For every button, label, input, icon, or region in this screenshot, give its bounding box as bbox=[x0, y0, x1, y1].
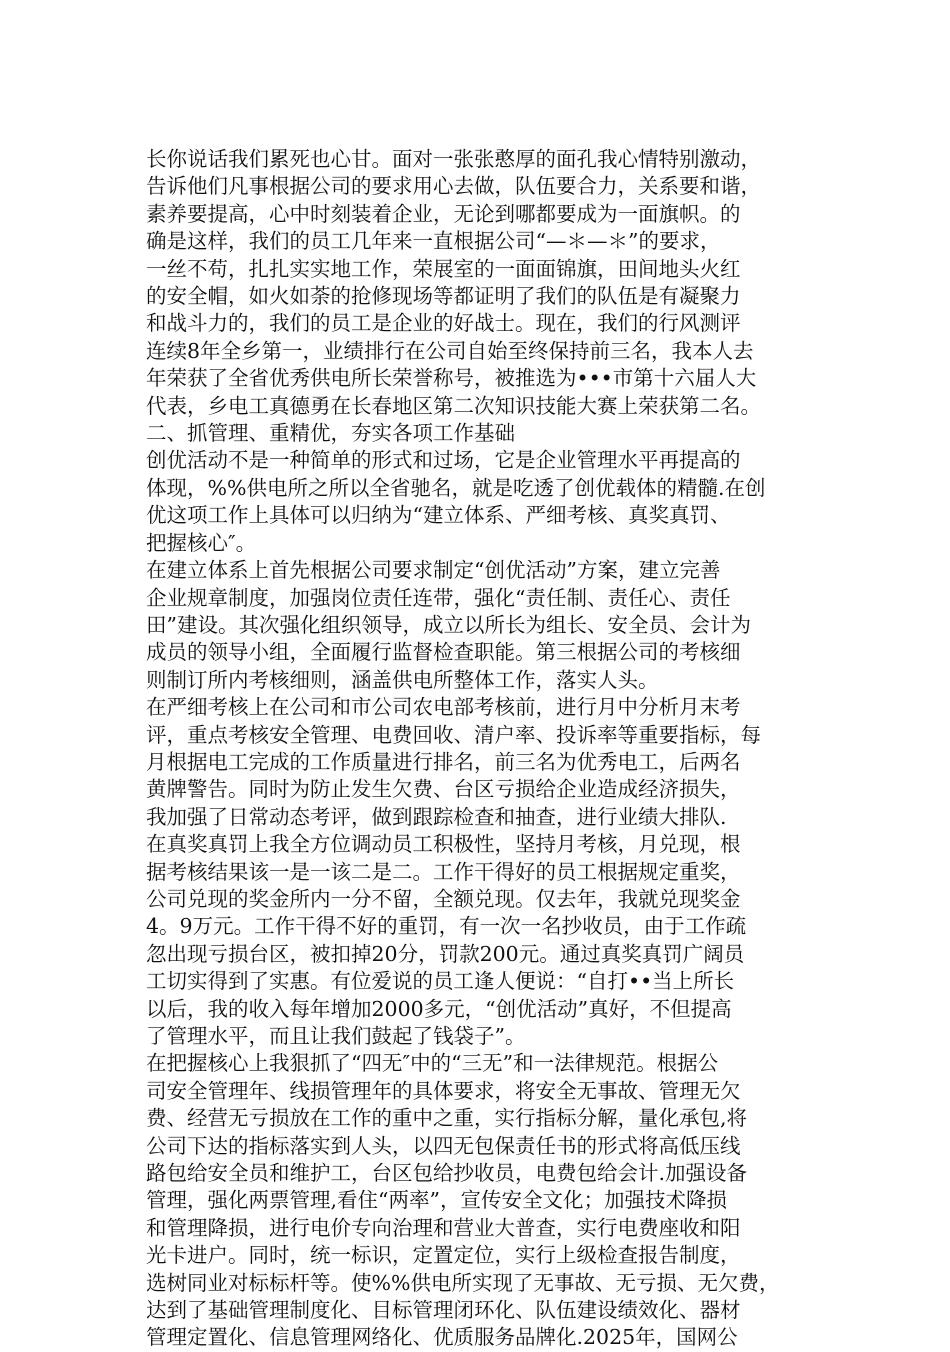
paragraph-core: 在把握核心上我狠抓了“四无″中的“三无”和一法律规范。根据公 司安全管理年、线损管理年的具体要求，将安全无事故、管理无欠 费、经营无亏损放在工作的重中之重，实行指标分解，量化承包,将 公司下达的指标落实到人头，以四无包保责任书的形式将高低压线 路包给安全员和维护工，台区包给抄收员，电费包给会计.加强设备 管理，强化两票管理,看住“两率”，宣传安全文化；加强技术降损 和管理降损，进行电价专向治理和营业大普查，实行电费座收和阳 光卡进户。同时，统一标识，定置定位，实行上级检查报告制度， 选树同业对标标杆等。使%%供电所实现了无事故、无亏损、无欠费， 达到了基础管理制度化、目标管理闭环化、队伍建设绩效化、器材 管理定置化、信息管理网络化、优质服务品牌化.2025年，国网公 bbox=[146, 1051, 780, 1350]
document-body bbox=[146, 146, 821, 1352]
section-heading: 二、抓管理、重精优，夯实各项工作基础 bbox=[146, 421, 515, 446]
paragraph-overview: 创优活动不是一种简单的形式和过场，它是企业管理水平再提高的 体现，%%供电所之所以全省驰名，就是吃透了创优载体的精髓.在创 优这项工作上具体可以归纳为“建立体系、严细考核、真奖真罚、 把握核心″。 bbox=[146, 448, 766, 555]
paragraph-rewards: 在真奖真罚上我全方位调动员工积极性，坚持月考核，月兑现，根 据考核结果该一是一该二是二。工作干得好的员工根据规定重奖， 公司兑现的奖金所内一分不留，全额兑现。仅去年，我就兑现奖金 4。9万元。工作干得不好的重罚，有一次一名抄收员，由于工作疏 忽出现亏损台区，被扣掉20分，罚款200元。通过真奖真罚广阔员 工切实得到了实惠。有位爱说的员工逢人便说：“自打••当上所长 以后，我的收入每年增加2000多元，“创优活动”真好，不但提高 了管理水平，而且让我们鼓起了钱袋子”。 bbox=[146, 832, 747, 1048]
paragraph-intro: 长你说话我们累死也心甘。面对一张张憨厚的面孔我心情特别激动， 告诉他们凡事根据公司的要求用心去做，队伍要合力，关系要和谐， 素养要提高，心中时刻装着企业，无论到哪都要成为一面旗帜。的 确是这样，我们的员工几年来一直根据公司“—＊—＊”的要求， 一丝不苟，扎扎实实地工作，荣展室的一面面锦旗，田间地头火红 的安全帽，如火如荼的抢修现场等都证明了我们的队伍是有凝聚力 和战斗力的，我们的员工是企业的好战士。现在，我们的行风测评 连续8年全乡第一，业绩排行在公司自始至终保持前三名，我本人去 年荣获了全省优秀供电所长荣誉称号，被推选为•••市第十六届人大 代表，乡电工真德勇在长春地区第二次知识技能大赛上荣获第二名。 bbox=[146, 147, 761, 418]
paragraph-system: 在建立体系上首先根据公司要求制定“创优活动”方案，建立完善 企业规章制度，加强岗位责任连带，强化“责任制、责任心、责任 田”建设。其次强化组织领导，成立以所长为组长、安全员、会计为 成员的领导小组，全面履行监督检查职能。第三根据公司的考核细 则制订所内考核细则，涵盖供电所整体工作，落实人头。 bbox=[146, 558, 751, 692]
paragraph-assessment: 在严细考核上在公司和市公司农电部考核前，进行月中分析月末考 评，重点考核安全管理、电费回收、清户率、投诉率等重要指标，每 月根据电工完成的工作质量进行排名，前三名为优秀电工，后两名 黄牌警告。同时为防止发生欠费、台区亏损给企业造成经济损失， 我加强了日常动态考评，做到跟踪检查和抽查，进行业绩大排队. bbox=[146, 695, 761, 829]
